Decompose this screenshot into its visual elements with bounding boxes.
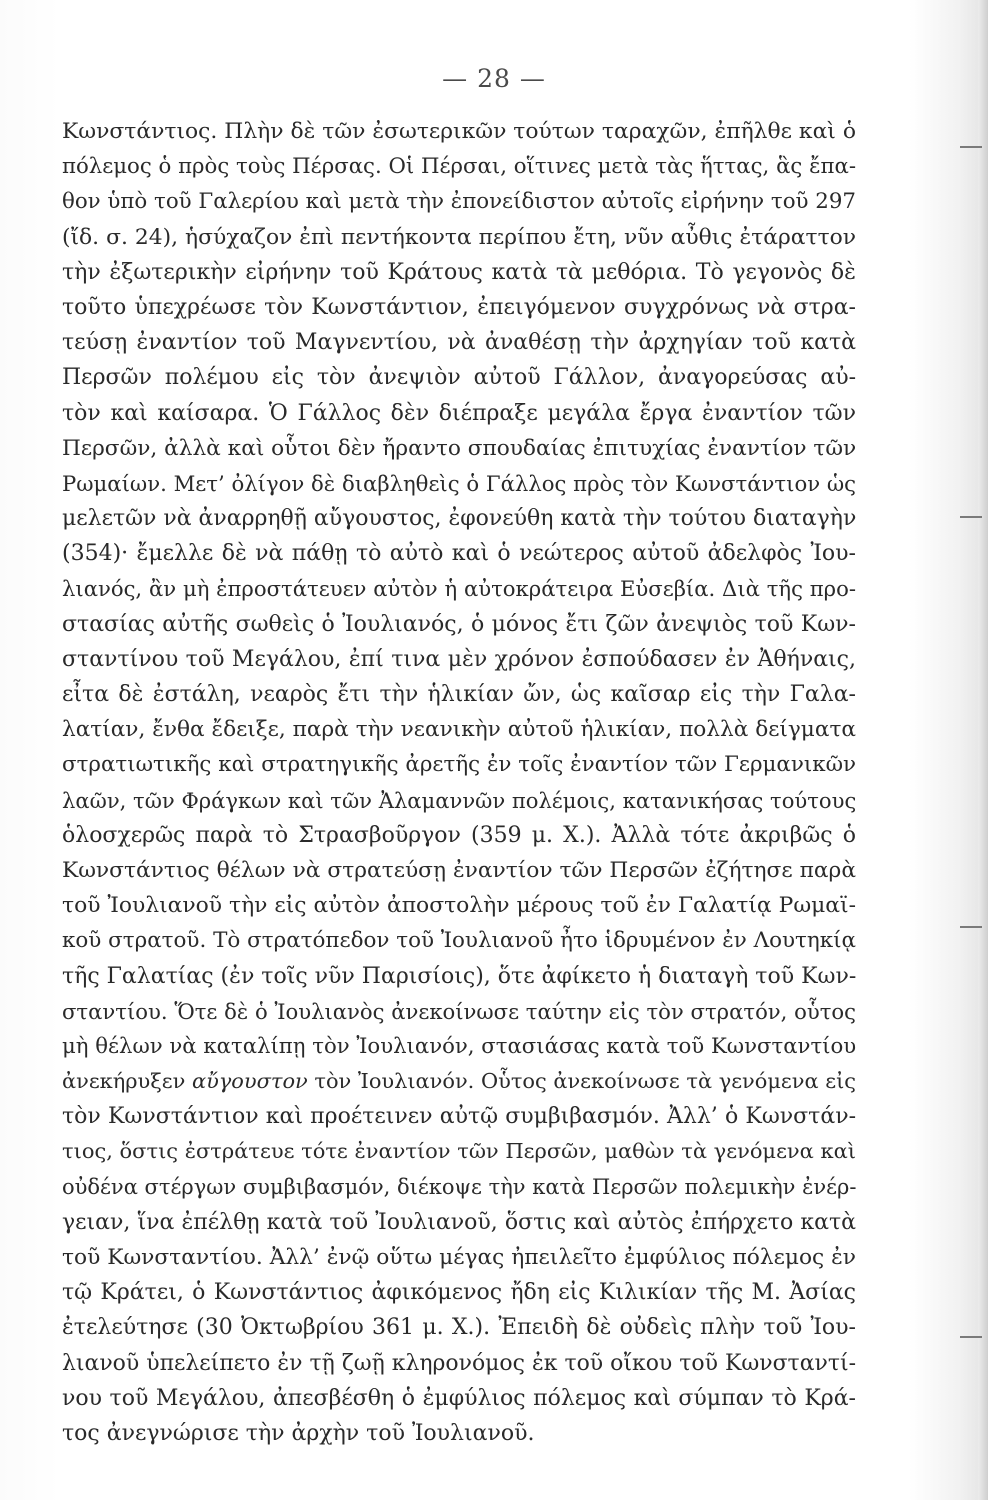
text-line-last: τος ἀνεγνώρισε τὴν ἀρχὴν τοῦ Ἰουλιανοῦ. <box>62 1420 535 1446</box>
text-line: (ἴδ. σ. 24), ἡσύχαζον ἐπὶ πεντήκοντα περίπου ἔτη, νῦν αὖθις ἐτάραττον <box>62 224 856 250</box>
text-line: οὐδένα στέργων συμβιβασμόν, διέκοψε τὴν κατὰ Περσῶν πολεμικὴν ἐνέρ- <box>62 1174 857 1199</box>
text-line: λαῶν, τῶν Φράγκων καὶ τῶν Ἀλαμαννῶν πολέμοις, κατανικήσας τούτους <box>62 787 857 813</box>
text-line: τοῦτο ὑπεχρέωσε τὸν Κωνστάντιον, ἐπειγόμενον συγχρόνως νὰ στρα- <box>62 294 856 320</box>
text-line: τὴν ἐξωτερικὴν εἰρήνην τοῦ Κράτους κατὰ τὰ μεθόρια. Τὸ γεγονὸς δὲ <box>62 259 856 285</box>
text-line: τῆς Γαλατίας (ἐν τοῖς νῦν Παρισίοις), ὅτε ἀφίκετο ἡ διαταγὴ τοῦ Κων- <box>62 963 857 989</box>
italic-term: αὔγουστον <box>191 1069 308 1094</box>
page-spine-shadow <box>978 0 988 1500</box>
text-line: τοῦ Ἰουλιανοῦ τὴν εἰς αὐτὸν ἀποστολὴν μέρους τοῦ ἐν Γαλατίᾳ Ρωμαϊ- <box>62 893 856 919</box>
margin-tick-mark <box>960 926 982 928</box>
text-line: σταντίνου τοῦ Μεγάλου, ἐπί τινα μὲν χρόνον ἐσπούδασεν ἐν Ἀθήναις, <box>62 646 856 672</box>
text-segment: ἀνεκήρυξεν <box>62 1069 186 1094</box>
margin-tick-mark <box>960 516 982 518</box>
text-line: στρατιωτικῆς καὶ στρατηγικῆς ἀρετῆς ἐν τοῖς ἐναντίον τῶν Γερμανικῶν <box>62 752 856 778</box>
text-line: μελετῶν νὰ ἀναρρηθῇ αὔγουστος, ἐφονεύθη κατὰ τὴν τούτου διαταγὴν <box>62 506 857 532</box>
text-line: θον ὑπὸ τοῦ Γαλερίου καὶ μετὰ τὴν ἐπονείδιστον αὐτοῖς εἰρήνην τοῦ 297 <box>62 189 856 215</box>
text-line: τεύσῃ ἐναντίον τοῦ Μαγνεντίου, νὰ ἀναθέσῃ τὴν ἀρχηγίαν τοῦ κατὰ <box>62 330 856 356</box>
text-line: Κωνστάντιος θέλων νὰ στρατεύσῃ ἐναντίον τῶν Περσῶν ἐζήτησε παρὰ <box>62 857 856 883</box>
text-line: λιανοῦ ὑπελείπετο ἐν τῇ ζωῇ κληρονόμος ἐκ τοῦ οἴκου τοῦ Κωνσταντί- <box>62 1350 856 1376</box>
text-line: (354)· ἔμελλε δὲ νὰ πάθῃ τὸ αὐτὸ καὶ ὁ νεώτερος αὐτοῦ ἀδελφὸς Ἰου- <box>62 541 856 567</box>
text-line: κοῦ στρατοῦ. Τὸ στρατόπεδον τοῦ Ἰουλιανοῦ ἦτο ἱδρυμένον ἐν Λουτηκίᾳ <box>62 928 856 954</box>
text-line: στασίας αὐτῆς σωθεὶς ὁ Ἰουλιανός, ὁ μόνος ἔτι ζῶν ἀνεψιὸς τοῦ Κων- <box>62 611 856 637</box>
text-line: εἶτα δὲ ἐστάλη, νεαρὸς ἔτι τὴν ἡλικίαν ὤν, ὡς καῖσαρ εἰς τὴν Γαλα- <box>62 682 856 707</box>
text-line-with-italic <box>62 1064 856 1099</box>
text-line: ὁλοσχερῶς παρὰ τὸ Στρασβοῦργον (359 μ. Χ.). Ἀλλὰ τότε ἀκριβῶς ὁ <box>62 822 856 848</box>
text-line: τιος, ὅστις ἐστράτευε τότε ἐναντίον τῶν Περσῶν, μαθὼν τὰ γενόμενα καὶ <box>62 1139 856 1164</box>
text-line: λατίαν, ἔνθα ἔδειξε, παρὰ τὴν νεανικὴν αὐτοῦ ἡλικίαν, πολλὰ δείγματα <box>62 717 856 743</box>
text-line: τὸν Κωνστάντιον καὶ προέτεινεν αὐτῷ συμβιβασμόν. Ἀλλ’ ὁ Κωνστάν- <box>62 1104 856 1130</box>
text-line: λιανός, ἂν μὴ ἐπροστάτευεν αὐτὸν ἡ αὐτοκράτειρα Εὐσεβία. Διὰ τῆς προ- <box>62 576 856 602</box>
margin-tick-mark <box>960 146 982 148</box>
text-line: πόλεμος ὁ πρὸς τοὺς Πέρσας. Οἱ Πέρσαι, οἵτινες μετὰ τὰς ἥττας, ἃς ἔπα- <box>62 154 856 180</box>
text-line: τῷ Κράτει, ὁ Κωνστάντιος ἀφικόμενος ἤδη εἰς Κιλικίαν τῆς Μ. Ἀσίας <box>62 1280 856 1306</box>
text-line: νου τοῦ Μεγάλου, ἀπεσβέσθη ὁ ἐμφύλιος πόλεμος καὶ σύμπαν τὸ Κρά- <box>62 1385 856 1411</box>
text-line: Ρωμαίων. Μετ’ ὀλίγον δὲ διαβληθεὶς ὁ Γάλλος πρὸς τὸν Κωνστάντιον ὡς <box>62 470 856 496</box>
page-number: — 28 — <box>442 64 546 93</box>
text-line: μὴ θέλων νὰ καταλίπῃ τὸν Ἰουλιανόν, στασιάσας κατὰ τοῦ Κωνσταντίου <box>62 1033 857 1059</box>
text-line: Περσῶν πολέμου εἰς τὸν ἀνεψιὸν αὐτοῦ Γάλλον, ἀναγορεύσας αὐ- <box>62 365 856 391</box>
text-line: γειαν, ἵνα ἐπέλθῃ κατὰ τοῦ Ἰουλιανοῦ, ὅστις καὶ αὐτὸς ἐπήρχετο κατὰ <box>62 1209 856 1235</box>
text-line: Κωνστάντιος. Πλὴν δὲ τῶν ἐσωτερικῶν τούτων ταραχῶν, ἐπῆλθε καὶ ὁ <box>62 119 856 144</box>
body-text <box>62 114 856 1451</box>
text-line: τοῦ Κωνσταντίου. Ἀλλ’ ἐνῷ οὕτω μέγας ἠπειλεῖτο ἐμφύλιος πόλεμος ἐν <box>62 1245 856 1270</box>
text-line: Περσῶν, ἀλλὰ καὶ οὗτοι δὲν ἤραντο σπουδαίας ἐπιτυχίας ἐναντίον τῶν <box>62 435 857 461</box>
margin-tick-mark <box>960 1336 982 1338</box>
text-segment: τὸν Ἰουλιανόν. Οὗτος ἀνεκοίνωσε τὰ γενόμενα εἰς <box>314 1069 856 1094</box>
text-line: σταντίου. Ὅτε δὲ ὁ Ἰουλιανὸς ἀνεκοίνωσε ταύτην εἰς τὸν στρατόν, οὗτος <box>62 998 856 1024</box>
text-line: ἐτελεύτησε (30 Ὀκτωβρίου 361 μ. Χ.). Ἐπειδὴ δὲ οὐδεὶς πλὴν τοῦ Ἰου- <box>62 1315 856 1341</box>
text-line: τὸν καὶ καίσαρα. Ὁ Γάλλος δὲν διέπραξε μεγάλα ἔργα ἐναντίον τῶν <box>62 400 856 426</box>
